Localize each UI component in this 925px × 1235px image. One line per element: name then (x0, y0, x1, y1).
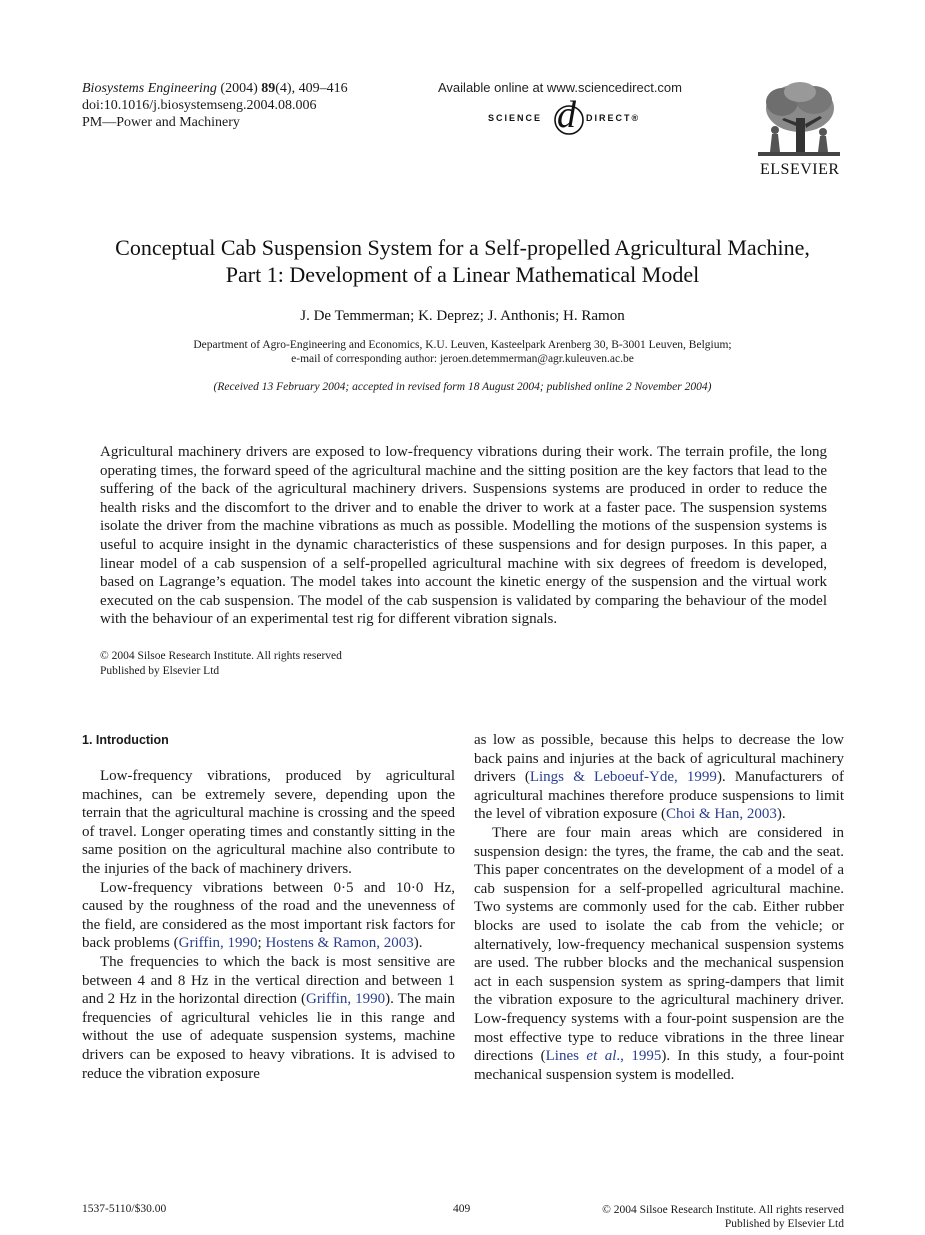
citation-link[interactable]: Griffin, 1990 (305, 991, 386, 1008)
paragraph-text: The frequencies to which the back is most sensitive are between 4 and 8 Hz in the vertical direction and between 1 and 2 Hz in the horizontal direction ( (82, 953, 455, 1008)
journal-issue-pages: (4), 409–416 (275, 81, 348, 96)
paragraph (82, 767, 455, 879)
title-line-2: Part 1: Development of a Linear Mathematical Model (225, 262, 700, 287)
paragraph-text: ). (776, 806, 786, 823)
paragraph (474, 731, 844, 824)
paragraph-text: There are four main areas which are considered in suspension design: the tyres, the frame, the cab and the seat. This paper concentrates on the development of a model of a cab suspension for a self-propelled agricultural machine. Two systems are commonly used for the cab. Either rubber blocks are used to isolate the cab from the vehicle; or alternatively, low-frequency mechanical suspension systems are used. The rubber blocks and the mechanical suspension act in each suspension system as spring-dampers that limit the vibration exposure to the agricultural machinery driver. Low-frequency systems with a four-point suspension are the most effective type to reduce vibrations in the three linear directions ( (474, 824, 844, 1065)
citation-link[interactable]: Hostens & Ramon, 2003 (265, 935, 414, 952)
sciencedirect-logo[interactable] (488, 94, 668, 136)
footer-copyright (560, 1203, 844, 1231)
abstract-publisher: Published by Elsevier Ltd (100, 665, 220, 677)
footer-publisher-line: Published by Elsevier Ltd (724, 1218, 844, 1230)
sciencedirect-left-word: SCIENCE (488, 113, 543, 123)
sciencedirect-circle-icon (552, 102, 586, 136)
citation-link[interactable]: Lings & Leboeuf-Yde, 1999 (529, 769, 717, 786)
footer-copyright-line: © 2004 Silsoe Research Institute. All rights reserved (602, 1204, 844, 1216)
affiliation-line-1: Department of Agro-Engineering and Economics, K.U. Leuven, Kasteelpark Arenberg 30, B-3001 Leuven, Belgium; (193, 339, 732, 351)
article-title (60, 234, 865, 288)
received-dates: (Received 13 February 2004; accepted in revised form 18 August 2004; published online 2 November 2004) (213, 381, 712, 393)
citation-year: ., 1995 (616, 1048, 662, 1065)
paragraph-text: ). In this study, a four-point mechanical suspension system is modelled. (474, 1048, 844, 1083)
authors: J. De Temmerman; K. Deprez; J. Anthonis; H. Ramon (300, 308, 625, 324)
sciencedirect-at-mark: d (557, 94, 576, 136)
paragraph-text: Low-frequency vibrations, produced by agricultural machines, can be extremely severe, depending upon the terrain that the agricultural machine is crossing and the speed of travel. Longer operating times and constantly sitting in the same position on the agricultural machine also contribute to the injuries of the back of machinery drivers. (82, 768, 455, 877)
journal-citation (82, 80, 412, 131)
citation-etal: et al (586, 1048, 617, 1065)
available-online-link[interactable]: Available online at www.sciencedirect.com (438, 80, 682, 95)
issn-price: 1537-5110/$30.00 (82, 1203, 167, 1215)
citation-link[interactable]: Choi & Han, 2003 (666, 806, 777, 823)
journal-year: (2004) (220, 81, 258, 96)
paragraph (474, 824, 844, 1084)
journal-line (82, 80, 412, 97)
citation-link[interactable]: Griffin, 1990 (178, 935, 258, 952)
citation-author: Lines (545, 1048, 587, 1065)
paragraph-text: Low-frequency vibrations between 0·5 and 10·0 Hz, caused by the roughness of the road and the unevenness of the field, are considered as the most important risk factors for back problems ( (82, 879, 455, 952)
paragraph-text: ). (413, 935, 423, 952)
section-heading: 1. Introduction (82, 733, 169, 747)
abstract-copyright: © 2004 Silsoe Research Institute. All rights reserved (100, 650, 342, 662)
body-column-left (82, 731, 455, 1083)
paragraph-text: as low as possible, because this helps to decrease the low back pains and injuries at the back of agricultural machinery drivers ( (474, 732, 844, 786)
affiliation (60, 338, 865, 366)
doi[interactable]: doi:10.1016/j.biosystemseng.2004.08.006 (82, 98, 317, 113)
body-column-right (474, 731, 844, 1084)
elsevier-tree-icon (752, 80, 844, 162)
paragraph-text: ). Manufacturers of agricultural machines therefore produce suspensions to limit the level of vibration exposure ( (474, 769, 845, 823)
page-number: 409 (453, 1203, 471, 1215)
journal-name: Biosystems Engineering (82, 81, 217, 96)
paragraph-text: ; (257, 935, 266, 952)
abstract: Agricultural machinery drivers are exposed to low-frequency vibrations during their work. The terrain profile, the long operating times, the forward speed of the agricultural machine and the sitting position are the key factors that lead to the suffering of the back of the agricultural machinery drivers. Suspensions systems are produced in order to reduce the health risks and the discomfort to the driver and to enable the driver to work at a faster pace. The suspension systems isolate the driver from the machine vibrations as much as possible. Modelling the motions of the suspension systems is useful to acquire insight in the dynamic characteristics of these suspensions and for design purposes. In this paper, a linear model of a cab suspension of a self-propelled agricultural machine with six degrees of freedom is developed, based on Lagrange’s equation. The model takes into account the kinetic energy of the suspension and the virtual work executed on the cab suspension. The model of the cab suspension is validated by comparing the behaviour of the model with the behaviour of an experimental test rig for different vibration signals. (100, 444, 827, 628)
journal-section: PM—Power and Machinery (82, 115, 240, 130)
paragraph (82, 953, 455, 1083)
title-line-1: Conceptual Cab Suspension System for a Self-propelled Agricultural Machine, (115, 235, 810, 260)
elsevier-wordmark: ELSEVIER (760, 161, 840, 178)
corresponding-email[interactable]: e-mail of corresponding author: jeroen.detemmerman@agr.kuleuven.ac.be (291, 353, 634, 365)
journal-volume: 89 (261, 81, 276, 96)
sciencedirect-right-word: DIRECT® (586, 113, 641, 123)
paragraph (82, 879, 455, 953)
citation-link[interactable] (546, 1048, 662, 1064)
paragraph-text: ). The main frequencies of agricultural vehicles lie in this range and without the use of adequate suspension systems, machine drivers can be exposed to heavy vibrations. It is advised to reduce the vibration exposure (82, 991, 456, 1082)
